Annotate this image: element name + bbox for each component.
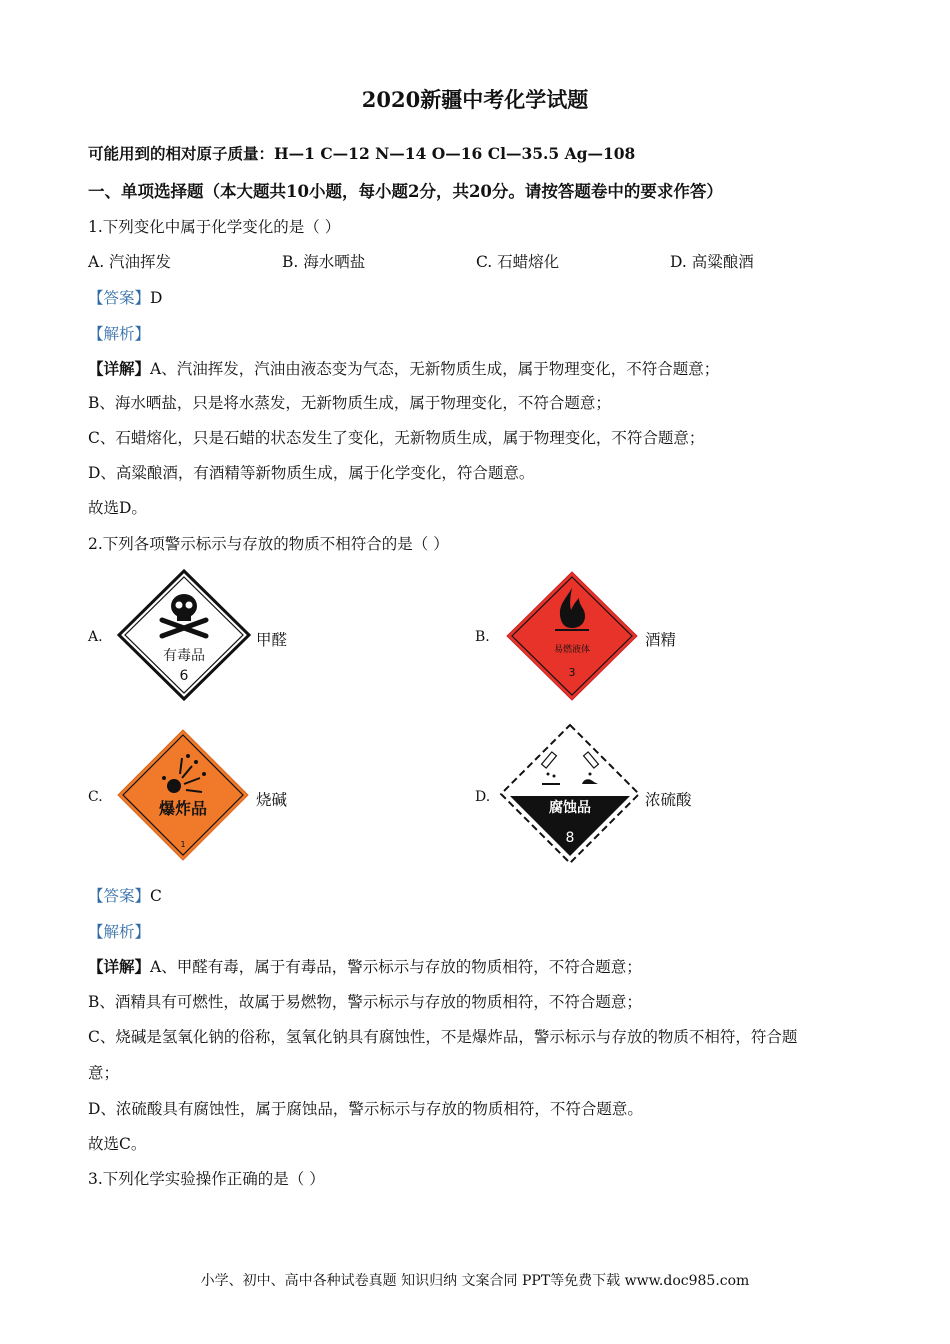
detail-text: A、汽油挥发，汽油由液态变为气态，无新物质生成，属于物理变化，不符合题意；: [150, 360, 720, 378]
page-footer: 小学、初中、高中各种试卷真题 知识归纳 文案合同 PPT等免费下载 www.doc985.com: [200, 1273, 750, 1289]
question-2-stem: 2.下列各项警示标示与存放的物质不相符合的是（ ）: [88, 535, 449, 553]
q2-option-d-letter: D.: [475, 789, 491, 805]
toxic-sign-label: 有毒品: [163, 648, 205, 664]
q2-option-a-substance: 甲醛: [256, 631, 288, 649]
q2-option-b-letter: B.: [475, 629, 490, 645]
flammable-sign-number: 3: [568, 666, 576, 679]
q1-analysis-tag: 【解析】: [88, 325, 151, 343]
q2-answer: C: [150, 887, 162, 905]
q1-answer: D: [150, 289, 163, 307]
q1-option-b: B. 海水晒盐: [282, 253, 366, 271]
q2-detail-line-4: 意；: [88, 1064, 120, 1082]
toxic-sign-number: 6: [179, 668, 189, 684]
q1-detail-line-1: [88, 357, 719, 379]
question-3-stem: 3.下列化学实验操作正确的是（ ）: [88, 1170, 325, 1188]
q2-option-b-substance: 酒精: [645, 631, 677, 649]
explosive-sign-icon: [116, 728, 250, 862]
q2-option-c-substance: 烧碱: [256, 791, 288, 809]
q1-option-d: D. 高粱酿酒: [670, 253, 754, 271]
flammable-sign-label: 易燃液体: [553, 645, 591, 655]
q2-detail-line-5: D、浓硫酸具有腐蚀性，属于腐蚀品，警示标示与存放的物质相符，不符合题意。: [88, 1100, 643, 1118]
q2-analysis-tag: 【解析】: [88, 923, 151, 941]
corrosive-sign-label: 腐蚀品: [549, 800, 591, 816]
section-heading: 一、单项选择题（本大题共10小题，每小题2分，共20分。请按答题卷中的要求作答）: [88, 182, 723, 201]
q2-conclusion: 故选C。: [88, 1135, 147, 1153]
q1-answer-line: [88, 286, 162, 308]
explosive-sign-label: 爆炸品: [158, 799, 208, 818]
detail-text: A、甲醛有毒，属于有毒品，警示标示与存放的物质相符，不符合题意；: [150, 958, 642, 976]
q1-option-c: C. 石蜡熔化: [476, 253, 560, 271]
page-title: 2020新疆中考化学试题: [361, 87, 589, 112]
corrosive-sign-icon: [498, 722, 642, 866]
q2-answer-line: [88, 884, 162, 906]
q1-detail-line-3: C、石蜡熔化，只是石蜡的状态发生了变化，无新物质生成，属于物理变化，不符合题意；: [88, 429, 705, 447]
question-1-stem: 1.下列变化中属于化学变化的是（ ）: [88, 218, 341, 236]
explosive-sign-number: 1: [180, 840, 186, 849]
toxic-sign-icon: [116, 568, 252, 702]
atomic-mass-line: 可能用到的相对原子质量：H—1 C—12 N—14 O—16 Cl—35.5 Ag—108: [88, 144, 636, 163]
q1-conclusion: 故选D。: [88, 499, 147, 517]
q1-option-a: A. 汽油挥发: [88, 253, 172, 271]
detail-tag: 【详解】: [88, 359, 151, 378]
answer-tag: 【答案】: [88, 887, 151, 905]
q2-option-a-letter: A.: [88, 629, 103, 645]
detail-tag: 【详解】: [88, 957, 151, 976]
q2-option-c-letter: C.: [88, 789, 103, 805]
q1-detail-line-4: D、高粱酿酒，有酒精等新物质生成，属于化学变化，符合题意。: [88, 464, 535, 482]
q2-detail-line-2: B、酒精具有可燃性，故属于易燃物，警示标示与存放的物质相符，不符合题意；: [88, 993, 642, 1011]
q2-option-d-substance: 浓硫酸: [645, 791, 692, 809]
answer-tag: 【答案】: [88, 289, 151, 307]
q2-detail-line-1: [88, 955, 642, 977]
corrosive-sign-number: 8: [565, 830, 575, 846]
q1-detail-line-2: B、海水晒盐，只是将水蒸发，无新物质生成，属于物理变化，不符合题意；: [88, 394, 611, 412]
q2-detail-line-3: C、烧碱是氢氧化钠的俗称，氢氧化钠具有腐蚀性，不是爆炸品，警示标示与存放的物质不相符，符合题: [88, 1028, 798, 1046]
flammable-sign-icon: [505, 570, 639, 702]
